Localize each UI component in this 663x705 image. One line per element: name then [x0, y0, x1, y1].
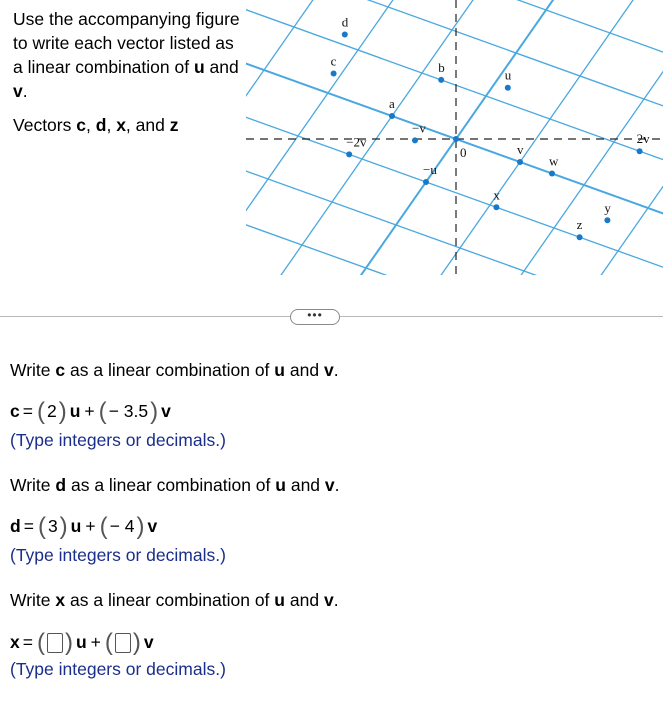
grid-point: [637, 148, 643, 154]
grid-line: [246, 0, 663, 22]
grid-line: [246, 0, 440, 275]
grid-line: [280, 0, 663, 275]
x-u-coefficient-input[interactable]: [47, 633, 63, 653]
grid-point: [346, 151, 352, 157]
answer-c: c = ( 2 ) u + ( − 3.5 ) v: [10, 397, 171, 425]
grid-point: [331, 71, 337, 77]
grid-line: [246, 213, 663, 275]
grid-label: z: [576, 217, 583, 233]
vectors-line: Vectors c, d, x, and z: [13, 115, 179, 135]
grid-label: x: [493, 187, 500, 203]
d-u-coefficient[interactable]: 3: [47, 516, 58, 536]
grid-line: [246, 0, 248, 275]
grid-label: 2v: [636, 131, 650, 147]
grid-line: [408, 0, 663, 275]
grid-line: [341, 0, 663, 275]
grid-point: [493, 204, 499, 210]
intro-text: Use the accompanying figure to write each vector listed as a linear combination of u and v.: [13, 9, 240, 101]
grid-line: [246, 0, 663, 237]
grid-label: c: [330, 53, 337, 69]
grid-label: w: [549, 153, 559, 169]
grid-line: [246, 0, 568, 275]
hint-c: (Type integers or decimals.): [10, 430, 226, 450]
grid-label: u: [504, 67, 512, 83]
d-v-coefficient[interactable]: − 4: [109, 516, 135, 536]
grid-line: [246, 170, 663, 275]
grid-point: [604, 217, 610, 223]
grid-label: 0: [460, 145, 467, 160]
grid-point: [438, 77, 444, 83]
grid-label: d: [341, 14, 349, 30]
grid-point: [453, 136, 459, 142]
c-v-coefficient[interactable]: − 3.5: [108, 401, 149, 421]
grid-label: −2v: [346, 134, 367, 150]
grid-line: [246, 0, 504, 275]
grid-label: y: [604, 200, 611, 216]
grid-label: b: [438, 59, 445, 75]
hint-d: (Type integers or decimals.): [10, 545, 226, 565]
answer-d: d = ( 3 ) u + ( − 4 ) v: [10, 512, 158, 540]
grid-line: [246, 0, 663, 151]
question-x-prompt: Write x as a linear combination of u and v.: [10, 590, 339, 610]
grid-labels: [331, 15, 650, 233]
grid-point: [389, 113, 395, 119]
grid-point: [517, 159, 523, 165]
question-d-prompt: Write d as a linear combination of u and v.: [10, 475, 340, 495]
answer-x: x = ( ) u + ( ) v: [10, 628, 154, 656]
hint-x: (Type integers or decimals.): [10, 659, 226, 679]
grid-point: [577, 234, 583, 240]
question-c-prompt: Write c as a linear combination of u and v.: [10, 360, 339, 380]
grid-line: [246, 0, 663, 194]
grid-line: [246, 256, 663, 275]
grid-label: −v: [412, 120, 426, 136]
expand-more-button[interactable]: •••: [290, 309, 340, 325]
grid-point: [412, 137, 418, 143]
grid-point: [342, 32, 348, 38]
x-v-coefficient-input[interactable]: [115, 633, 131, 653]
vector-grid-figure: [246, 0, 663, 275]
grid-point: [505, 85, 511, 91]
grid-point: [549, 171, 555, 177]
c-u-coefficient[interactable]: 2: [46, 401, 57, 421]
grid-label: −u: [423, 162, 437, 177]
grid-label: v: [517, 142, 524, 157]
grid-line: [246, 0, 663, 108]
problem-statement: [13, 7, 243, 137]
grid-line: [246, 41, 663, 275]
grid-line: [246, 127, 663, 275]
grid-point: [423, 179, 429, 185]
grid-label: a: [389, 96, 395, 111]
